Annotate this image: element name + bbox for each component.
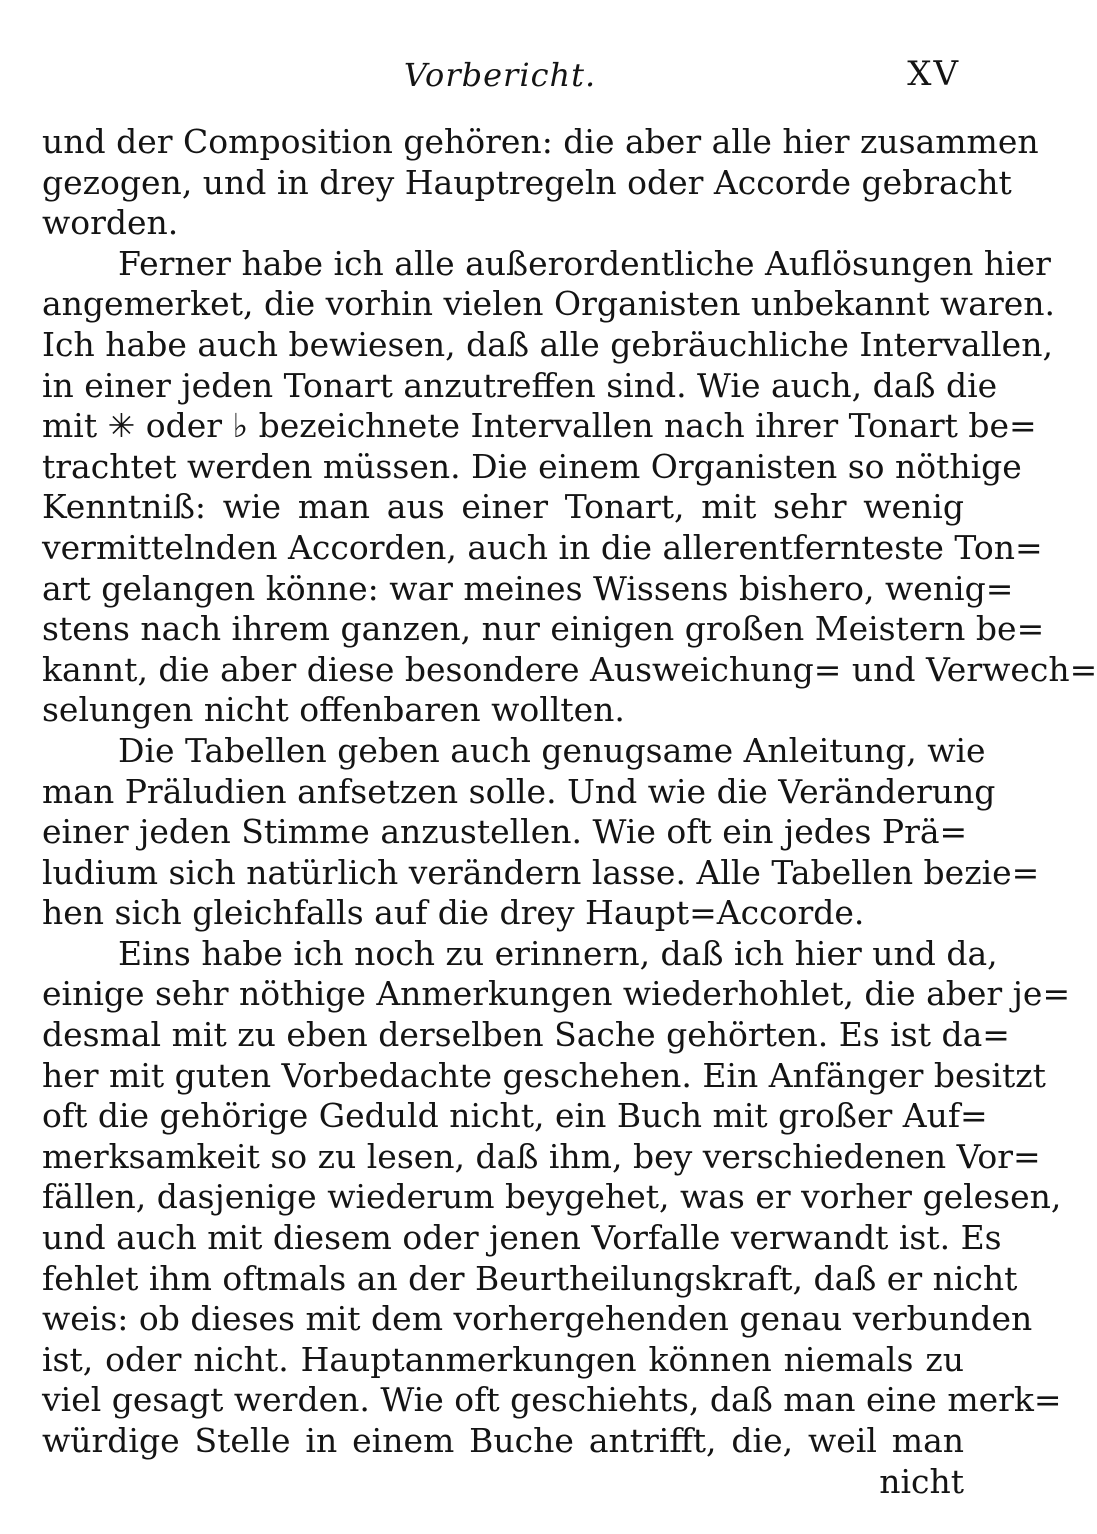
text-line: her mit guten Vorbedachte geschehen. Ein Anfänger besitzt [42,1055,1046,1095]
text-line: Eins habe ich noch zu erinnern, daß ich hier und da, [118,933,998,973]
text-line: worden. [42,203,179,243]
text-line: Ich habe auch bewiesen, daß alle gebräuchliche Intervallen, [42,324,1053,364]
text-line: hen sich gleichfalls auf die drey Haupt=Accorde. [42,893,865,933]
running-title: Vorbericht. [403,56,597,94]
catchword: nicht [879,1461,964,1501]
text-line: ist, oder nicht. Hauptanmerkungen können niemals zu [42,1339,964,1379]
text-line: selungen nicht offenbaren wollten. [42,690,625,730]
page-number: XV [907,54,960,94]
text-line: Ferner habe ich alle außerordentliche Auflösungen hier [118,243,1051,283]
page-header [0,50,1000,100]
text-line: ludium sich natürlich verändern lasse. Alle Tabellen bezie= [42,852,1040,892]
text-line: gezogen, und in drey Hauptregeln oder Accorde gebracht [42,162,1012,202]
text-line: vermittelnden Accorden, auch in die allerentfernteste Ton= [42,527,1043,567]
text-line: kannt, die aber diese besondere Ausweichung= und Verwech= [42,649,1097,689]
text-line: angemerket, die vorhin vielen Organisten unbekannt waren. [42,284,1055,324]
text-line: oft die gehörige Geduld nicht, ein Buch mit großer Auf= [42,1096,988,1136]
text-line: stens nach ihrem ganzen, nur einigen großen Meistern be= [42,609,1045,649]
body-text [42,122,1097,1502]
text-line: einige sehr nöthige Anmerkungen wiederhohlet, die aber je= [42,974,1071,1014]
text-line: in einer jeden Tonart anzutreffen sind. Wie auch, daß die [42,365,998,405]
text-line: Die Tabellen geben auch genugsame Anleitung, wie [118,730,986,770]
text-line: art gelangen könne: war meines Wissens bishero, wenig= [42,568,1014,608]
text-line: merksamkeit so zu lesen, daß ihm, bey verschiedenen Vor= [42,1136,1041,1176]
text-line: mit ✳ oder ♭ bezeichnete Intervallen nach ihrer Tonart be= [42,406,1037,446]
text-line: desmal mit zu eben derselben Sache gehörten. Es ist da= [42,1015,1010,1055]
text-line: fällen, dasjenige wiederum beygehet, was er vorher gelesen, [42,1177,1062,1217]
text-line: weis: ob dieses mit dem vorhergehenden genau verbunden [42,1299,1033,1339]
text-line: Kenntniß: wie man aus einer Tonart, mit sehr wenig [42,487,964,527]
text-line: trachtet werden müssen. Die einem Organisten so nöthige [42,446,1022,486]
text-line: würdige Stelle in einem Buche antrifft, die, weil man [42,1421,964,1460]
text-line: fehlet ihm oftmals an der Beurtheilungskraft, daß er nicht [42,1258,1018,1298]
text-line: einer jeden Stimme anzustellen. Wie oft ein jedes Prä= [42,812,968,852]
text-line: man Präludien anfsetzen solle. Und wie die Veränderung [42,771,996,811]
text-line: und auch mit diesem oder jenen Vorfalle verwandt ist. Es [42,1218,1002,1258]
text-line: und der Composition gehören: die aber alle hier zusammen [42,122,1039,161]
text-line: viel gesagt werden. Wie oft geschiehts, daß man eine merk= [42,1380,1062,1420]
